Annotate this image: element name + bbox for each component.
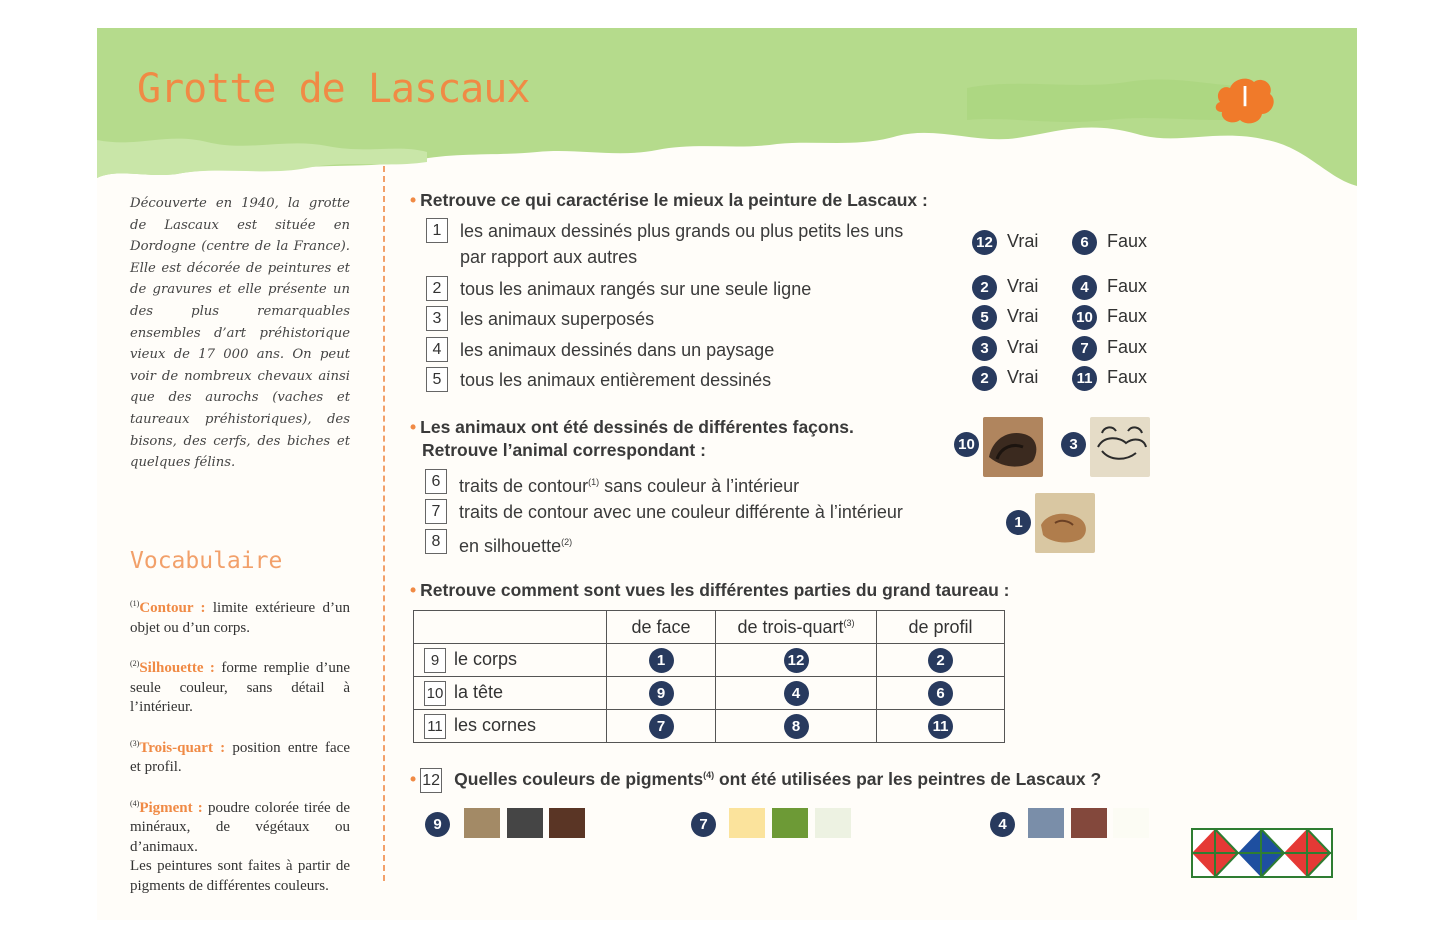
- vocab-ref: (2): [130, 659, 140, 668]
- faux-label: Faux: [1107, 337, 1148, 357]
- question-1: [410, 190, 928, 211]
- bull-outline-image[interactable]: [1090, 417, 1150, 477]
- code-circle: 2: [972, 366, 997, 391]
- vrai-label: Vrai: [1007, 276, 1039, 296]
- faux-label: Faux: [1107, 306, 1148, 326]
- intro-panel: [130, 193, 350, 474]
- code-circle: 2: [928, 648, 953, 673]
- pigment-swatch[interactable]: [1071, 808, 1107, 838]
- vocab-note: Les peintures sont faites à partir de pigments de différentes couleurs.: [130, 858, 350, 894]
- code-circle: 10: [954, 432, 979, 457]
- chapter-badge: [1212, 74, 1278, 128]
- code-circle: 9: [425, 812, 450, 837]
- item-number: 9: [424, 648, 446, 673]
- page-title: Grotte de Lascaux: [137, 66, 530, 112]
- answer-cell[interactable]: [877, 710, 1005, 743]
- vocab-term: Pigment :: [139, 799, 203, 816]
- code-circle: 7: [649, 714, 674, 739]
- question-3: [410, 580, 1009, 601]
- pigment-swatch[interactable]: [507, 808, 543, 838]
- column-header: [716, 611, 877, 644]
- code-circle: 11: [1072, 366, 1097, 391]
- vocab-item: [130, 734, 350, 778]
- vrai-label: Vrai: [1007, 231, 1039, 251]
- vocab-item: [130, 794, 350, 858]
- code-circle: 1: [1006, 510, 1031, 535]
- row-label-cell: [414, 644, 607, 677]
- item-text-rest: sans couleur à l’intérieur: [599, 476, 800, 496]
- code-circle: 6: [928, 681, 953, 706]
- bullet-icon: •: [410, 417, 417, 437]
- item-text: les animaux superposés: [460, 309, 655, 329]
- column-header: de face: [607, 611, 716, 644]
- question-4-text-a: Quelles couleurs de pigments: [454, 769, 704, 789]
- pigment-swatch[interactable]: [549, 808, 585, 838]
- item-number: 11: [424, 714, 446, 739]
- code-circle: 4: [990, 812, 1015, 837]
- code-circle: 1: [649, 648, 674, 673]
- animal-silhouette-image[interactable]: [1035, 493, 1095, 553]
- item-number: 5: [426, 367, 448, 392]
- faux-label: Faux: [1107, 367, 1148, 387]
- code-circle: 10: [1072, 305, 1097, 330]
- table-corner: [414, 611, 607, 644]
- question-1-text: Retrouve ce qui caractérise le mieux la peinture de Lascaux :: [420, 190, 928, 210]
- publisher-logo-icon: [1191, 828, 1333, 878]
- item-number: 4: [426, 337, 448, 362]
- row-label: le corps: [454, 648, 518, 669]
- code-circle: 2: [972, 275, 997, 300]
- q1-item-1: [426, 218, 926, 272]
- vocab-def: limite extérieure d’un objet ou d’un corps.: [130, 600, 350, 636]
- bullet-icon: •: [410, 190, 417, 210]
- answer-cell[interactable]: [716, 644, 877, 677]
- faux-label: Faux: [1107, 276, 1148, 296]
- answer-cell[interactable]: [877, 644, 1005, 677]
- item-text: les animaux dessinés dans un paysage: [460, 340, 775, 360]
- table-row: [414, 677, 1005, 710]
- row-label: la tête: [454, 681, 504, 702]
- item-text: [459, 529, 572, 559]
- item-number: 7: [425, 499, 447, 524]
- question-2-line1: Les animaux ont été dessinés de différentes façons.: [420, 417, 854, 437]
- table-row: [414, 710, 1005, 743]
- code-circle: 6: [1072, 230, 1097, 255]
- vocab-def: forme remplie d’une seule couleur, sans détail à l’intérieur.: [130, 660, 350, 715]
- vocab-item: [130, 594, 350, 638]
- row-label: les cornes: [454, 714, 537, 735]
- vocab-term: Silhouette :: [139, 660, 215, 676]
- vrai-label: Vrai: [1007, 306, 1039, 326]
- row-label-cell: [414, 677, 607, 710]
- question-4-text-b: ont été utilisées par les peintres de Lascaux ?: [714, 769, 1102, 789]
- code-circle: 3: [1061, 432, 1086, 457]
- item-text-main: en silhouette: [459, 536, 562, 556]
- item-number: 10: [424, 681, 446, 706]
- footnote-ref: (4): [703, 770, 715, 781]
- answer-cell[interactable]: [607, 677, 716, 710]
- item-number: 1: [426, 218, 448, 243]
- vocab-item: [130, 654, 350, 718]
- item-text: traits de contour avec une couleur différente à l’intérieur: [459, 502, 903, 522]
- footnote-ref: (2): [561, 537, 573, 547]
- question-2: [410, 416, 854, 462]
- item-number: 2: [426, 276, 448, 301]
- item-text: tous les animaux rangés sur une seule ligne: [460, 279, 812, 299]
- table-row: [414, 644, 1005, 677]
- footnote-ref: (1): [588, 477, 600, 487]
- item-number: 12: [420, 768, 442, 793]
- answer-cell[interactable]: [877, 677, 1005, 710]
- code-circle: 9: [649, 681, 674, 706]
- table-header-row: [414, 611, 1005, 644]
- vocab-def: poudre colorée tirée de minéraux, de végétaux ou d’animaux.: [130, 799, 350, 855]
- pigment-swatch[interactable]: [1028, 808, 1064, 838]
- vocab-def: position entre face et profil.: [130, 739, 350, 775]
- code-circle: 7: [1072, 336, 1097, 361]
- item-number: 6: [425, 469, 447, 494]
- question-2-line2: Retrouve l’animal correspondant :: [422, 440, 706, 460]
- vrai-label: Vrai: [1007, 337, 1039, 357]
- column-header-text: de trois-quart: [737, 616, 844, 637]
- item-text: les animaux dessinés plus grands ou plus petits les uns: [460, 221, 904, 241]
- footnote-ref: (3): [843, 617, 855, 628]
- code-circle: 4: [784, 681, 809, 706]
- pigment-swatch[interactable]: [464, 808, 500, 838]
- code-circle: 11: [928, 714, 953, 739]
- vocab-ref: (1): [130, 599, 140, 608]
- pigment-swatch[interactable]: [772, 808, 808, 838]
- vocab-term: Contour :: [139, 600, 206, 616]
- item-number: 3: [426, 306, 448, 331]
- item-text: tous les animaux entièrement dessinés: [460, 370, 772, 390]
- item-text: [459, 469, 799, 499]
- question-4: [410, 768, 1101, 793]
- code-circle: 4: [1072, 275, 1097, 300]
- vrai-label: Vrai: [1007, 367, 1039, 387]
- faux-label: Faux: [1107, 231, 1148, 251]
- vocab-term: Trois-quart :: [139, 739, 226, 756]
- column-header: de profil: [877, 611, 1005, 644]
- bull-parts-table: [413, 610, 1005, 743]
- intro-text: Découverte en 1940, la grotte de Lascaux est située en Dordogne (centre de la France). Elle est décorée de peintures et de gravures et elle présente un des plus remarquables ensembles d’art préhistorique vieux de 17 000 ans. On peut voir de nombreux chevaux ainsi que des aurochs (vaches et taureaux préhistoriques), des bisons, des cerfs, des biches et quelques félins.: [130, 196, 350, 471]
- answer-cell[interactable]: [607, 710, 716, 743]
- code-circle: 3: [972, 336, 997, 361]
- pigment-swatch[interactable]: [729, 808, 765, 838]
- column-divider: [383, 166, 385, 881]
- code-circle: 7: [691, 812, 716, 837]
- chapter-number: I: [1240, 80, 1250, 113]
- pigment-swatch[interactable]: [815, 808, 851, 838]
- item-text-line2: par rapport aux autres: [460, 247, 638, 267]
- answer-cell[interactable]: [716, 677, 877, 710]
- item-number: 8: [425, 529, 447, 554]
- worksheet-page: [97, 28, 1357, 920]
- code-circle: 12: [972, 230, 997, 255]
- bullet-icon: •: [410, 580, 417, 600]
- answer-cell[interactable]: [716, 710, 877, 743]
- answer-cell[interactable]: [607, 644, 716, 677]
- bullet-icon: •: [410, 769, 417, 789]
- row-label-cell: [414, 710, 607, 743]
- horse-painting-image[interactable]: [983, 417, 1043, 477]
- code-circle: 5: [972, 305, 997, 330]
- code-circle: 8: [784, 714, 809, 739]
- vocab-list: [130, 594, 350, 912]
- vocab-ref: (3): [130, 738, 140, 748]
- question-3-text: Retrouve comment sont vues les différentes parties du grand taureau :: [420, 580, 1010, 600]
- vocab-title: Vocabulaire: [130, 548, 283, 574]
- item-text-main: traits de contour: [459, 476, 589, 496]
- vocab-ref: (4): [130, 798, 140, 808]
- pigment-swatch[interactable]: [1113, 808, 1149, 838]
- code-circle: 12: [784, 648, 809, 673]
